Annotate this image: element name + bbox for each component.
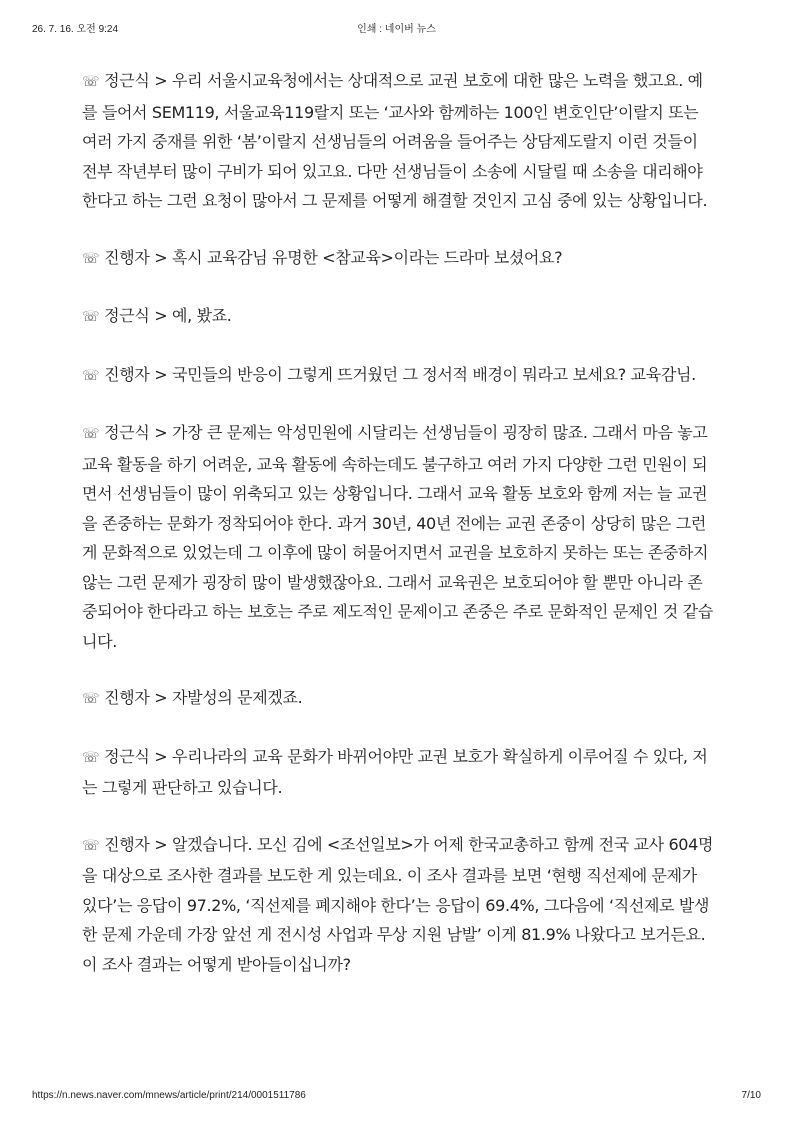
transcript-paragraph [82, 360, 714, 392]
transcript-paragraph [82, 683, 714, 715]
article-url: https://n.news.naver.com/mnews/article/print/214/0001511786 [32, 1090, 306, 1101]
phone-icon: ☏ [82, 367, 100, 384]
phone-icon: ☏ [82, 250, 100, 267]
phone-icon: ☏ [82, 309, 100, 325]
transcript-paragraph [82, 301, 714, 333]
phone-icon: ☏ [82, 749, 100, 766]
print-footer [32, 1090, 761, 1104]
phone-icon: ☏ [82, 426, 100, 442]
paragraph-text: 정근식 > 예, 봤죠. [104, 306, 232, 325]
paragraph-text: 진행자 > 알겠습니다. 모신 김에 <조선일보>가 어제 한국교총하고 함께 전국 교사 604명을 대상으로 조사한 결과를 보도한 게 있는데요. 이 조사 결과를 보면 ‘현행 직선제에 문제가 있다’는 응답이 97.2%, ‘직선제를 폐지해야 한다’는 응답이 69.4%, 그다음에 ‘직선제로 발생한 문제 가운데 가장 앞선 게 전시성 사업과 무상 지원 남발’ 이게 81.9% 나왔다고 보거든요. 이 조사 결과는 어떻게 받아들이십니까? [82, 834, 714, 974]
print-header [32, 20, 761, 34]
paragraph-text: 정근식 > 우리나라의 교육 문화가 바뀌어야만 교권 보호가 확실하게 이루어질 수 있다, 저는 그렇게 판단하고 있습니다. [82, 746, 708, 797]
paragraph-text: 진행자 > 혹시 교육감님 유명한 <참교육>이라는 드라마 보셨어요? [104, 247, 563, 267]
article-body [82, 66, 714, 1006]
paragraph-text: 정근식 > 가장 큰 문제는 악성민원에 시달리는 선생님들이 굉장히 많죠. 그래서 마음 놓고 교육 활동을 하기 어려운, 교육 활동에 속하는데도 불구하고 여러 가지 다양한 그런 민원이 되면서 선생님들이 많이 위축되고 있는 상황입니다. 그래서 교육 활동 보호와 함께 저는 늘 교권을 존중하는 문화가 정착되어야 한다. 과거 30년, 40년 전에는 교권 존중이 상당히 많은 그런 게 문화적으로 있었는데 그 이후에 많이 허물어지면서 교권을 보호하지 못하는 또는 존중하지 않는 그런 문제가 굉장히 많이 발생했잖아요. 그래서 교육권은 보호되어야 할 뿐만 아니라 존중되어야 한다라고 하는 보호는 주로 제도적인 문제이고 존중은 주로 문화적인 문제인 것 같습니다. [82, 423, 713, 651]
transcript-paragraph [82, 243, 714, 275]
transcript-paragraph [82, 742, 714, 803]
transcript-paragraph [82, 418, 714, 656]
page-number: 7/10 [741, 1090, 761, 1101]
paragraph-text: 진행자 > 국민들의 반응이 그렇게 뜨거웠던 그 정서적 배경이 뭐라고 보세요? 교육감님. [104, 364, 696, 384]
print-title: 인쇄 : 네이버 뉴스 [357, 24, 436, 35]
transcript-paragraph [82, 66, 714, 216]
phone-icon: ☏ [82, 837, 100, 854]
print-datetime: 26. 7. 16. 오전 9:24 [32, 24, 119, 35]
transcript-paragraph [82, 830, 714, 980]
paragraph-text: 진행자 > 자발성의 문제겠죠. [104, 688, 303, 707]
phone-icon: ☏ [82, 691, 100, 707]
phone-icon: ☏ [82, 74, 100, 90]
paragraph-text: 정근식 > 우리 서울시교육청에서는 상대적으로 교권 보호에 대한 많은 노력을 했고요. 예를 들어서 SEM119, 서울교육119랄지 또는 ‘교사와 함께하는 100인 변호인단’이랄지 또는 여러 가지 중재를 위한 ‘봄’이랄지 선생님들의 어려움을 들어주는 상담제도랄지 이런 것들이 전부 작년부터 많이 구비가 되어 있고요. 다만 선생님들이 소송에 시달릴 때 소송을 대리해야 한다고 하는 그런 요청이 많아서 그 문제를 어떻게 해결할 것인지 고심 중에 있는 상황입니다. [82, 71, 708, 210]
